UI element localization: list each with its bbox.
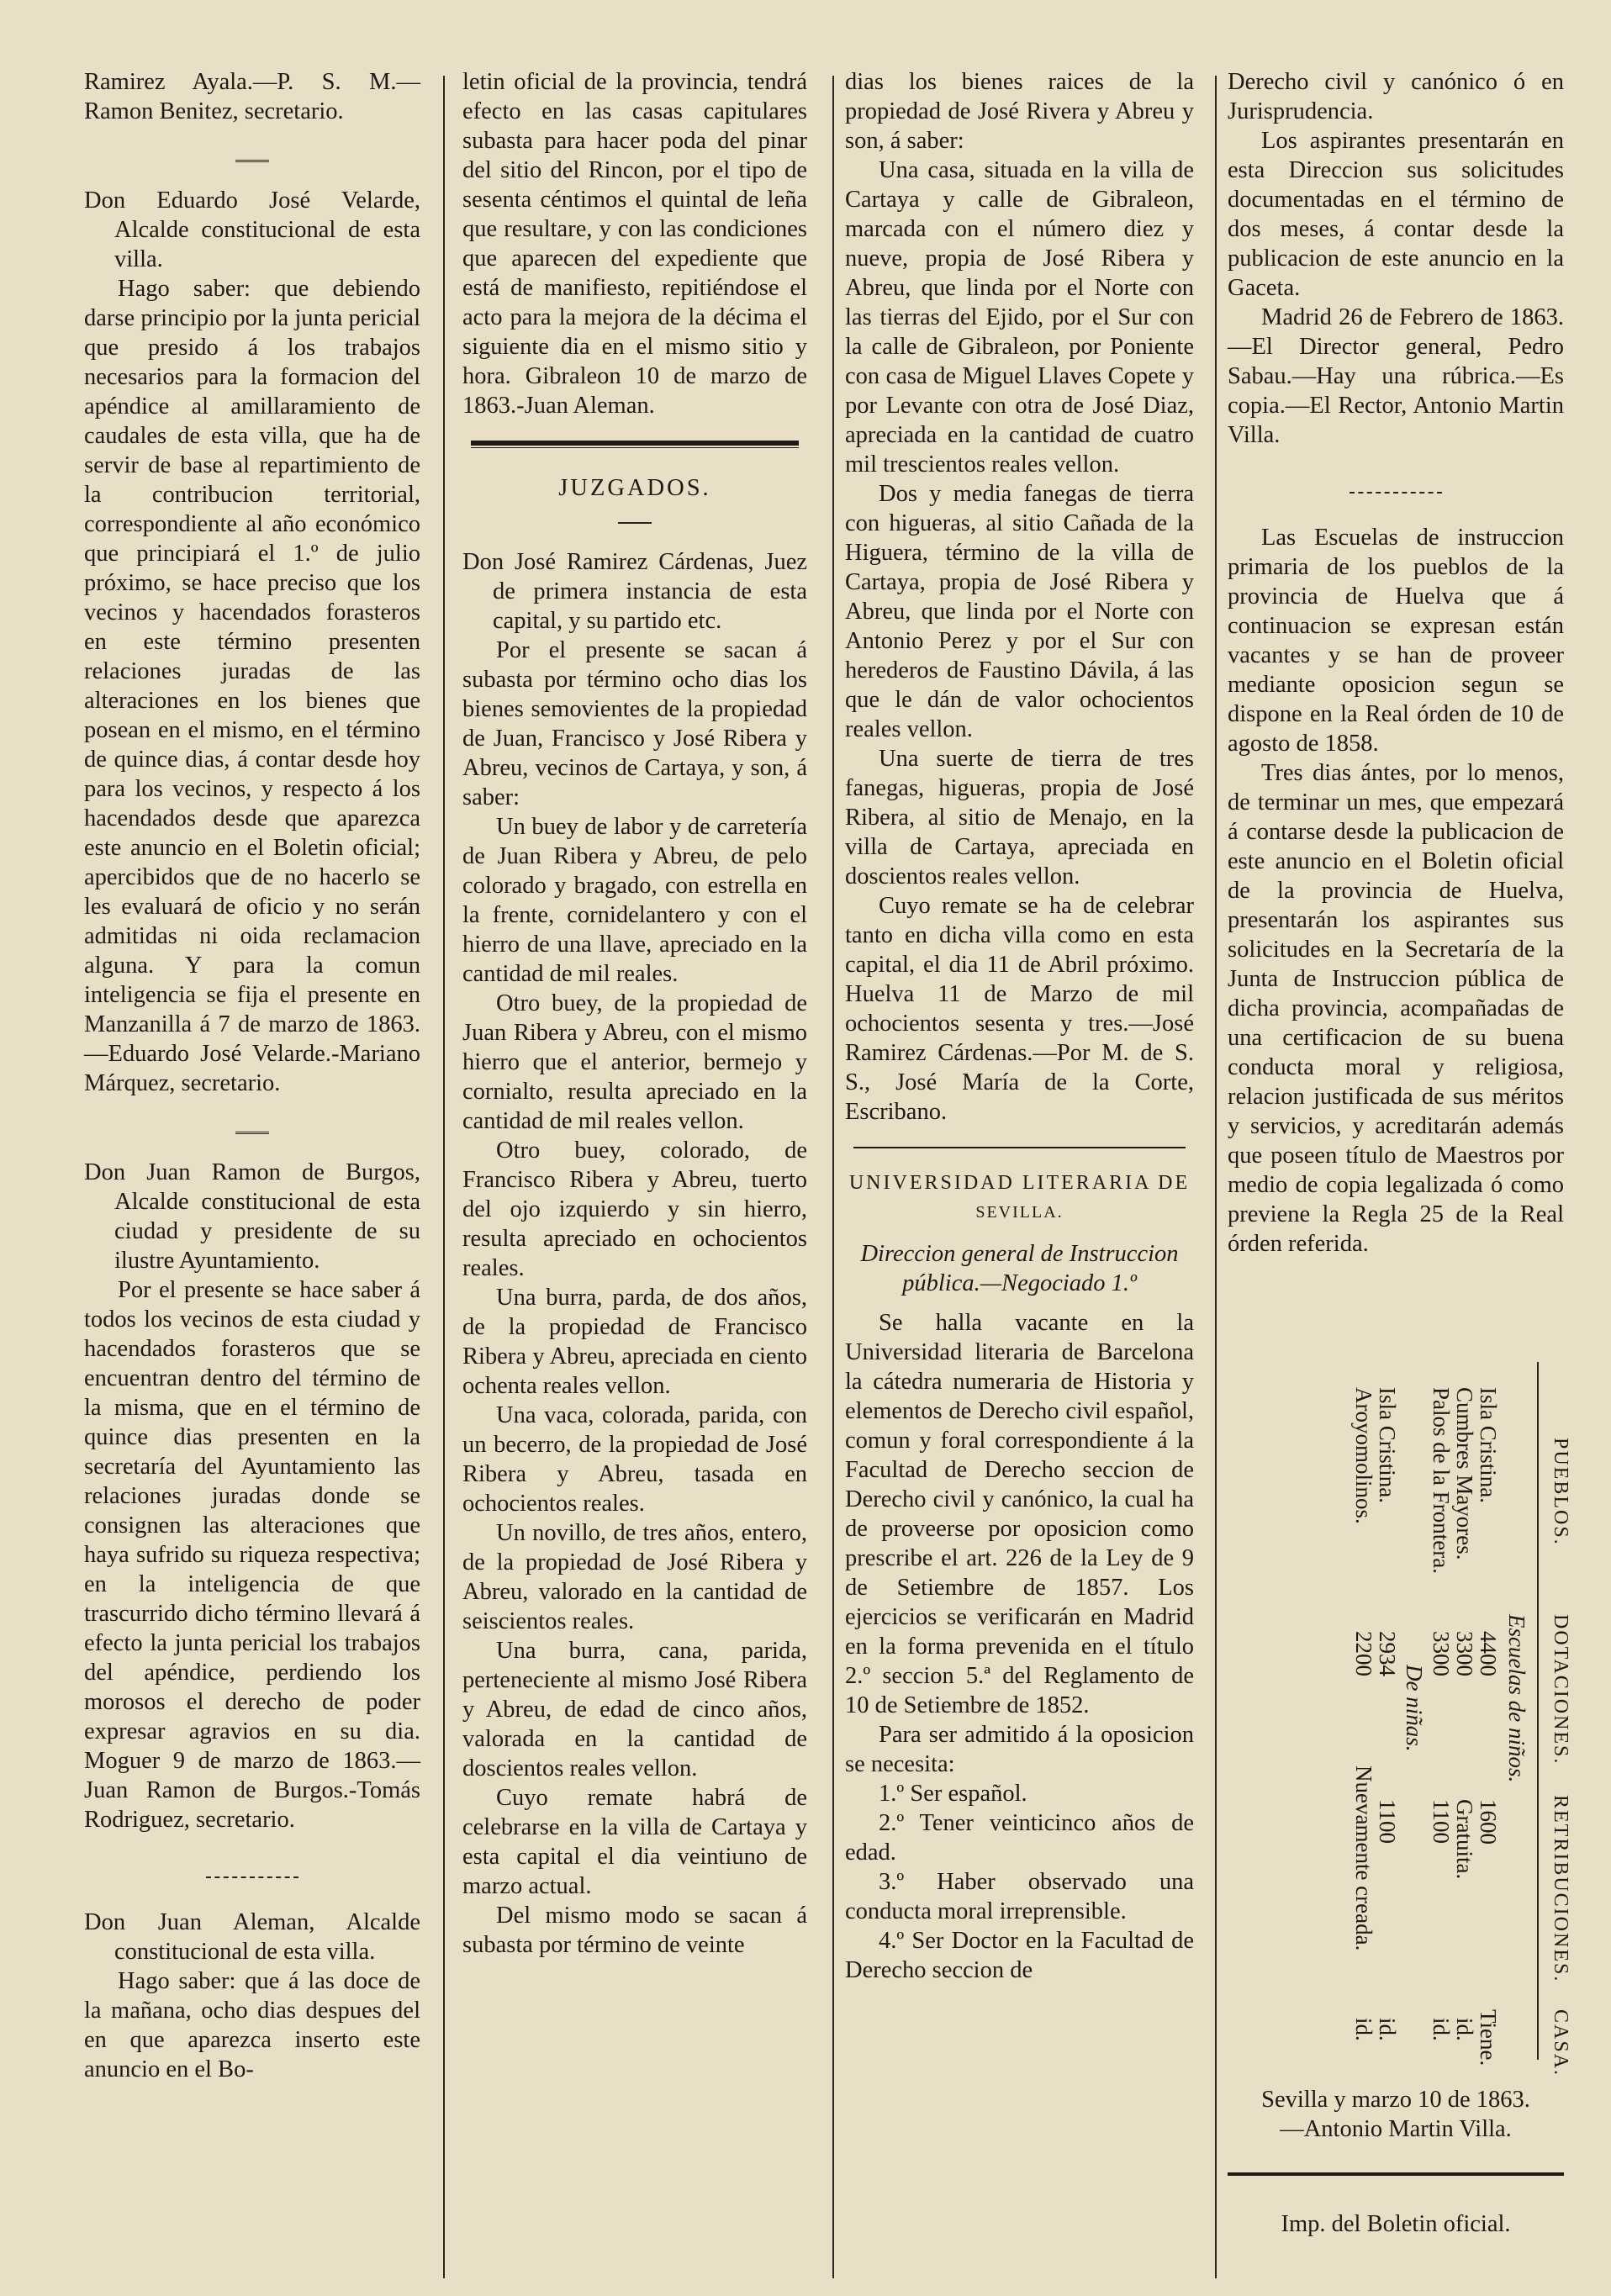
closing-date: Sevilla y marzo 10 de 1863. [1261, 2087, 1530, 2113]
notice-aleman-continuation: letin oficial de la provincia, tendrá efecto en las casas capitulares subasta para hacer poda del pinar del sitio del Rincon, por el tipo de sesenta céntimos el quintal de leña que resultare, y con las condiciones que aparecen del expediente que está de manifiesto, repitiéndose el acto para la mejora de la décima el siguiente dia en el mismo sitio y hora. Gibraleon 10 de marzo de 1863.-Juan Aleman. [462, 69, 807, 419]
court-paragraph: Un buey de labor y de carretería de Juan Ribera y Abreu, de pelo colorado y bragado, con estrella en la frente, cornidelantero y con el hierro de una llave, apreciado en la cantidad de mil reales. [462, 814, 807, 987]
court-paragraph: Del mismo modo se sacan á subasta por término de veinte [462, 1903, 807, 1958]
court-paragraph: Por el presente se sacan á subasta por término ocho dias los bienes semovientes de la propiedad de Juan, Francisco y José Ribera y Abreu, vecinos de Cartaya, y son, á saber: [462, 637, 807, 810]
table-cell-retribucion: 1100 [1375, 1799, 1400, 1844]
property-paragraph: Dos y media fanegas de tierra con higueras, al sitio Cañada de la Higuera, término de la villa de Cartaya, propia de José Ribera y Abreu, que linda por el Norte con Antonio Perez y por el Sur con herederos de Faustino Dávila, á las que le dán de valor ochocientos reales vellon. [845, 481, 1194, 742]
table-header-dotaciones: DOTACIONES. [1550, 1614, 1571, 1766]
notice-velarde-header: Don Eduardo José Velarde, Alcalde constitucional de esta villa. [84, 187, 420, 272]
table-cell-pueblo: Palos de la Frontera. [1429, 1387, 1454, 1574]
table-header-pueblos: PUEBLOS. [1550, 1438, 1571, 1546]
column-1 [84, 67, 420, 2084]
notice-velarde-body: Hago saber: que debiendo darse principio por la junta pericial que presido á los trabajos necesarios para la formacion del apéndice al amillaramiento de caudales de esta villa, que ha de servir de base al repartimiento de la contribucion territorial, correspondiente al año económico que principiará el 1.º de julio próximo, se hace preciso que los vecinos y hacendados forasteros en este término presenten relaciones juradas de las alteraciones en los bienes que posean en el mismo, en el término de quince dias, á contar desde hoy para los vecinos, y respecto á los hacendados desde que aparezca este anuncio en el Boletin oficial; apercibidos que de no hacerlo se les evaluará de oficio y no serán admitidas ni oida reclamacion alguna. Y para la comun inteligencia se fija el presente en Manzanilla á 7 de marzo de 1863.—Eduardo José Velarde.-Mariano Márquez, secretario. [84, 276, 420, 1096]
table-cell-retribucion: 1100 [1429, 1799, 1454, 1844]
property-paragraph: Cuyo remate se ha de celebrar tanto en dicha villa como en esta capital, el dia 11 de Abril próximo. Huelva 11 de Marzo de mil ochocientos sesenta y tres.—José Ramirez Cárdenas.—Por M. de S. S., José María de la Corte, Escribano. [845, 893, 1194, 1125]
table-cell-dotacion: 2200 [1351, 1631, 1376, 1676]
column-4 [1228, 67, 1564, 1259]
court-paragraph: Una burra, parda, de dos años, de la propiedad de Francisco Ribera y Abreu, apreciada en ciento ochenta reales vellon. [462, 1285, 807, 1399]
table-cell-pueblo: Cumbres Mayores. [1452, 1387, 1477, 1560]
separator [462, 504, 807, 534]
court-paragraph: Otro buey, colorado, de Francisco Ribera y Abreu, tuerto del ojo izquierdo y sin hierro, resulta apreciado en ochocientos reales. [462, 1137, 807, 1281]
separator [84, 1115, 420, 1144]
table-cell-dotacion: 3300 [1452, 1631, 1477, 1676]
section-rule [853, 1147, 1186, 1148]
university-continuation: Derecho civil y canónico ó en Jurisprudencia. [1228, 69, 1564, 124]
schools-table [1228, 1362, 1581, 2077]
section-rule [1228, 2172, 1564, 2176]
table-cell-dotacion: 2934 [1375, 1631, 1400, 1676]
table-cell-pueblo: Aroyomolinos. [1351, 1387, 1376, 1524]
schools-paragraph: Las Escuelas de instruccion primaria de los pueblos de la provincia de Huelva que á continuacion se expresan están vacantes y se han de proveer mediante oposicion segun se dispone en la Real órden de 10 de agosto de 1858. [1228, 525, 1564, 757]
section-title-juzgados: JUZGADOS. [558, 475, 711, 501]
notice-burgos-body: Por el presente se hace saber á todos los vecinos de esta ciudad y hacendados forasteros que se encuentran dentro del término de la misma, que en el término de quince dias presenten en la secretaría del Ayuntamiento las relaciones juradas donde se consignen las alteraciones que haya sufrido su riqueza respectiva; en la inteligencia de que trascurrido dicho término llevará á efecto la junta pericial los trabajos del apéndice, perdiendo los morosos el derecho de poder expresar agravios en su dia. Moguer 9 de marzo de 1863.—Juan Ramon de Burgos.-Tomás Rodriguez, secretario. [84, 1277, 420, 1833]
schools-closing [1228, 2085, 1564, 2239]
notice-aleman-header: Don Juan Aleman, Alcalde constitucional de esta villa. [84, 1909, 420, 1965]
university-signature: Madrid 26 de Febrero de 1863.—El Director general, Pedro Sabau.—Hay una rúbrica.—Es copia.—El Rector, Antonio Martin Villa. [1228, 304, 1564, 448]
university-paragraph: Para ser admitido á la oposicion se necesita: [845, 1722, 1194, 1777]
court-paragraph: Otro buey, de la propiedad de Juan Ribera y Abreu, con el mismo hierro que el anterior, bermejo y cornialto, resulta apreciado en la cantidad de mil reales vellon. [462, 990, 807, 1134]
property-paragraph: Una casa, situada en la villa de Cartaya y calle de Gibraleon, marcada con el número diez y nueve, propia de José Ribera y Abreu, que linda por el Norte con las tierras del Ejido, por el Sur con la calle de Gibraleon, por Poniente con casa de Miguel Llaves Copete y por Levante con otra de José Diaz, apreciada en la cantidad de cuatro mil trescientos reales vellon. [845, 157, 1194, 478]
table-cell-dotacion: 4400 [1476, 1631, 1501, 1676]
table-cell-retribucion: Gratuita. [1452, 1799, 1477, 1880]
group-label-girls: De niñas. [1402, 1665, 1427, 1752]
schools-paragraph: Tres dias ántes, por lo menos, de terminar un mes, que empezará á contarse desde la publicacion de este anuncio en el Boletin oficial de la provincia de Huelva, presentarán los aspirantes sus solicitudes en la Secretaría de la Junta de Instruccion pública de dicha provincia, acompañadas de una certificacion de su buena conducta moral y religiosa, relacion justificada de sus méritos y servicios, y acreditarán además que poseen título de Maestros por medio de copia legalizada ó como previene la Regla 25 de la Real órden referida. [1228, 760, 1564, 1257]
table-cell-retribucion: Nuevamente creada. [1351, 1766, 1376, 1951]
notice-burgos-header: Don Juan Ramon de Burgos, Alcalde constitucional de esta ciudad y presidente de su ilustre Ayuntamiento. [84, 1159, 420, 1274]
university-subtitle: SEVILLA. [975, 1203, 1064, 1222]
notice-aleman-body: Hago saber: que á las doce de la mañana, ocho dias despues del en que aparezca inserto este anuncio en el Bo- [84, 1968, 420, 2082]
university-paragraph: Los aspirantes presentarán en esta Direccion sus solicitudes documentadas en el término de dos meses, á contar desde la publicacion de este anuncio en la Gaceta. [1228, 128, 1564, 301]
court-continuation: dias los bienes raices de la propiedad de José Rivera y Abreu y son, á saber: [845, 69, 1194, 154]
table-cell-retribucion: 1600 [1476, 1799, 1501, 1845]
university-paragraph: Se halla vacante en la Universidad literaria de Barcelona la cátedra numeraria de Historia y elementos de Derecho civil español, comun y foral correspondiente á la Facultad de Derecho seccion de Derecho civil y canónico, la cual ha de proveerse por oposicion como prescribe el art. 226 de la Ley de 9 de Setiembre de 1857. Los ejercicios se verificarán en Madrid en la forma prevenida en el título 2.º seccion 5.ª del Reglamento de 10 de Setiembre de 1852. [845, 1310, 1194, 1718]
closing-name: —Antonio Martin Villa. [1280, 2116, 1512, 2142]
section-rule [471, 441, 799, 448]
court-paragraph: Cuyo remate habrá de celebrarse en la villa de Cartaya y esta capital el dia veintiuno de marzo actual. [462, 1785, 807, 1899]
table-header-casa: CASA. [1550, 2009, 1571, 2077]
university-department: Direccion general de Instruccion pública.—Negociado 1.º [860, 1241, 1179, 1296]
table-cell-casa: id. [1452, 2018, 1477, 2041]
table-cell-casa: Tiene. [1476, 2009, 1501, 2066]
table-cell-casa: id. [1375, 2018, 1400, 2041]
requirement-item: 3.º Haber observado una conducta moral irreprensible. [845, 1869, 1194, 1924]
requirement-item: 1.º Ser español. [879, 1781, 1027, 1807]
group-label-boys: Escuelas de niños. [1504, 1614, 1529, 1783]
opening-signature: Ramirez Ayala.—P. S. M.— Ramon Benitez, secretario. [84, 69, 420, 124]
table-cell-casa: id. [1429, 2018, 1454, 2041]
column-rule [832, 76, 834, 2278]
requirement-item: 2.º Tener veinticinco años de edad. [845, 1810, 1194, 1866]
table-cell-pueblo: Isla Cristina. [1476, 1387, 1501, 1503]
column-rule [1215, 76, 1217, 2278]
separator [1228, 472, 1564, 501]
property-paragraph: Una suerte de tierra de tres fanegas, higueras, propia de José Ribera, al sitio de Menajo, en la villa de Cartaya, apreciada en doscientos reales vellon. [845, 746, 1194, 889]
separator [84, 1856, 420, 1886]
court-header: Don José Ramirez Cárdenas, Juez de primera instancia de esta capital, y su partido etc. [462, 549, 807, 634]
column-rule [443, 76, 445, 2278]
table-rule [1537, 1362, 1539, 2060]
university-title: UNIVERSIDAD LITERARIA DE [848, 1172, 1191, 1194]
imprint: Imp. del Boletin oficial. [1281, 2211, 1511, 2237]
column-2 [462, 67, 807, 1960]
court-paragraph: Un novillo, de tres años, entero, de la propiedad de José Ribera y Abreu, valorado en la cantidad de seiscientos reales. [462, 1520, 807, 1634]
table-cell-dotacion: 3300 [1429, 1631, 1454, 1676]
court-paragraph: Una vaca, colorada, parida, con un becerro, de la propiedad de José Ribera y Abreu, tasada en ochocientos reales. [462, 1402, 807, 1517]
court-paragraph: Una burra, cana, parida, perteneciente al mismo José Ribera y Abreu, de edad de cinco años, valorada en la cantidad de doscientos reales vellon. [462, 1638, 807, 1781]
separator [84, 143, 420, 172]
table-cell-pueblo: Isla Cristina. [1375, 1387, 1400, 1503]
column-3 [845, 67, 1194, 1985]
requirement-item: 4.º Ser Doctor en la Facultad de Derecho seccion de [845, 1928, 1194, 1983]
table-header-retribuciones: RETRIBUCIONES. [1550, 1795, 1571, 1983]
table-cell-casa: id. [1351, 2018, 1376, 2041]
